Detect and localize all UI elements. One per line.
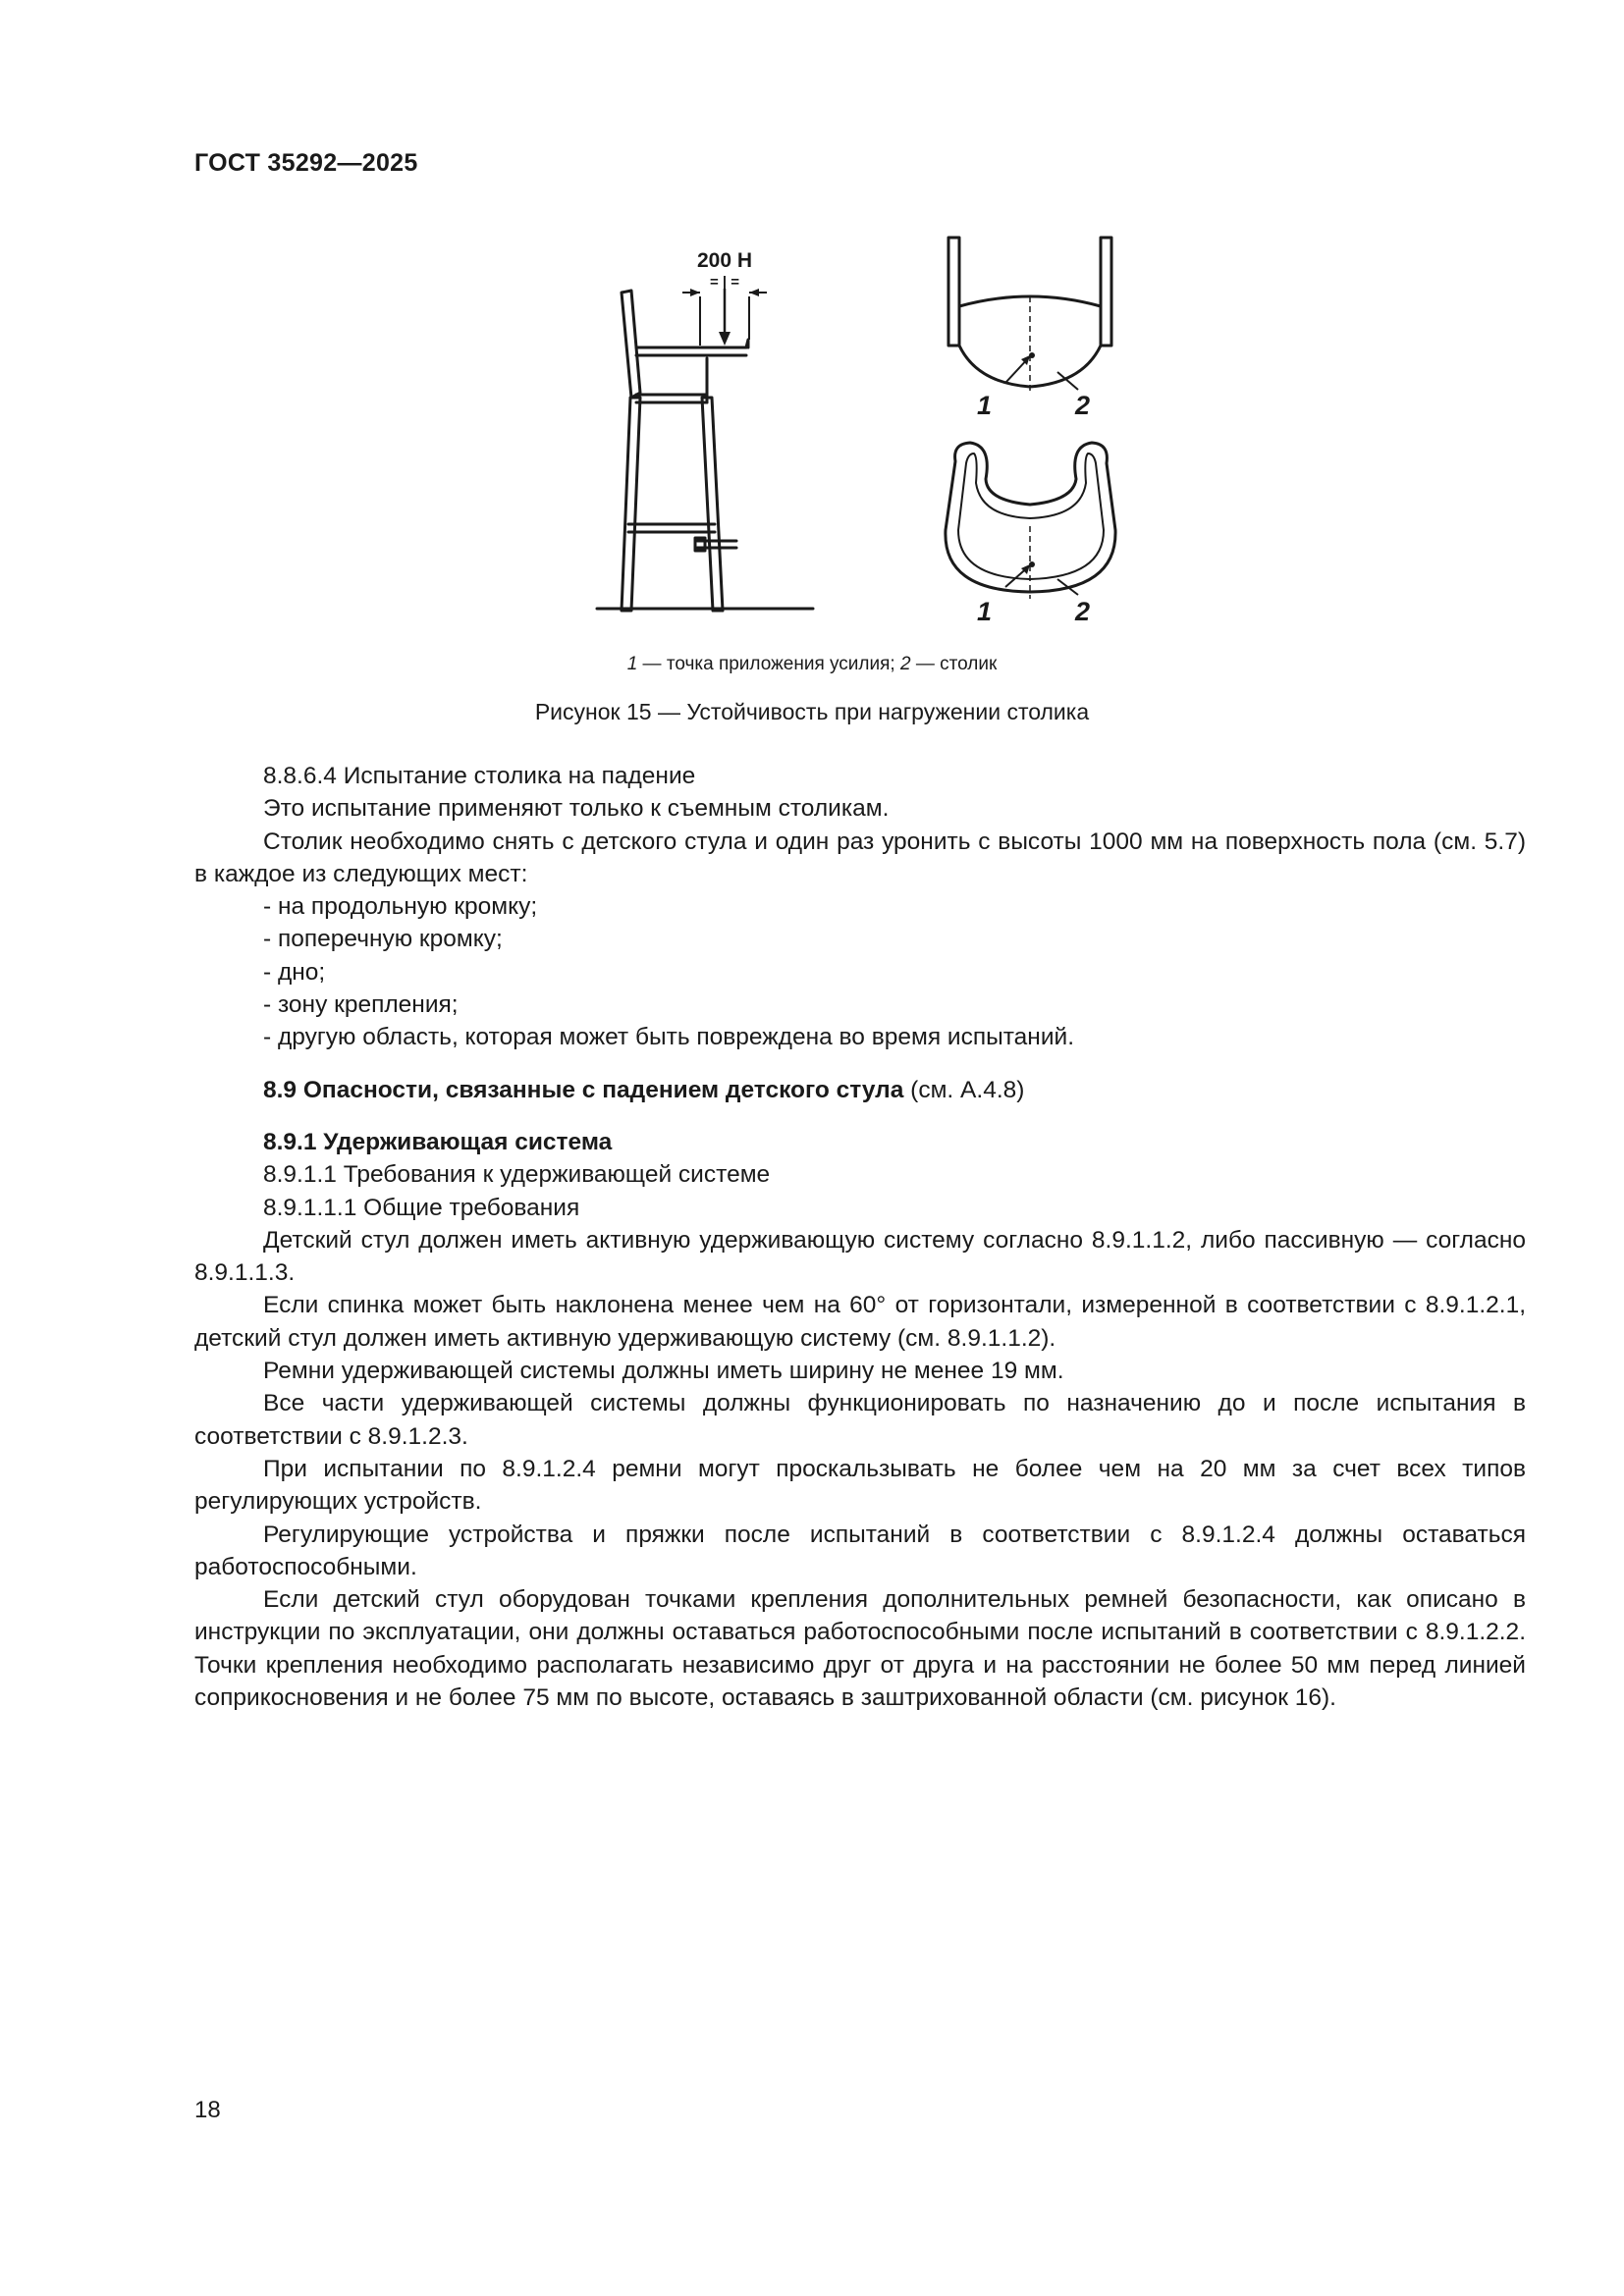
- force-label: 200 Н: [696, 249, 753, 272]
- tray-top-view-b: [946, 443, 1115, 599]
- figure-legend: [0, 654, 1624, 675]
- list-item: - поперечную кромку;: [263, 926, 503, 953]
- paragraph: Ремни удерживающей системы должны иметь ширину не менее 19 мм.: [263, 1358, 1064, 1385]
- section-8-9-heading: [194, 1074, 1526, 1106]
- force-arrow: [682, 289, 767, 346]
- clause-8-8-6-4: 8.8.6.4 Испытание столика на падение: [263, 763, 696, 789]
- equal-mark: = | =: [709, 274, 740, 291]
- callout-1-bottom: 1: [977, 597, 993, 626]
- page-number: 18: [194, 2097, 221, 2123]
- paragraph: Все части удерживающей системы должны функционировать по назначению до и после испытания в соответствии с 8.9.1.2.3.: [194, 1390, 1526, 1450]
- figure-15-drawing: [589, 236, 1139, 628]
- list-item: - дно;: [263, 958, 326, 986]
- paragraph: Детский стул должен иметь активную удерживающую систему согласно 8.9.1.1.2, либо пассивную — согласно 8.9.1.1.3.: [194, 1226, 1526, 1287]
- legend-text-1: — точка приложения усилия;: [637, 654, 900, 674]
- paragraph: Столик необходимо снять с детского стула и один раз уронить с высоты 1000 мм на поверхность пола (см. 5.7) в каждое из следующих мест:: [194, 828, 1526, 887]
- section-8-9-title: 8.9 Опасности, связанные с падением детского стула: [263, 1076, 904, 1103]
- paragraph: При испытании по 8.9.1.2.4 ремни могут проскальзывать не более чем на 20 мм за счет всех типов регулирующих устройств.: [194, 1455, 1526, 1516]
- callout-2-top: 2: [1075, 391, 1091, 420]
- section-8-9-ref: (см. А.4.8): [903, 1076, 1025, 1103]
- legend-num-1: 1: [626, 654, 638, 674]
- legend-num-2: 2: [899, 654, 911, 674]
- load-point-b: [1029, 561, 1035, 567]
- list-item: - другую область, которая может быть повреждена во время испытаний.: [263, 1024, 1075, 1051]
- load-point: [1029, 352, 1035, 358]
- paragraph: Регулирующие устройства и пряжки после испытаний в соответствии с 8.9.1.2.4 должны оставаться работоспособными.: [194, 1521, 1526, 1580]
- paragraph: Если детский стул оборудован точками крепления дополнительных ремней безопасности, как описано в инструкции по эксплуатации, они должны оставаться работоспособными после испытаний в соответствии с 8.9.1.2.2. Точки крепления необходимо располагать независимо друг от друга и на расстоянии не более 50 мм перед линией соприкосновения и не более 75 мм по высоте, оставаясь в заштрихованной области (см. рисунок 16).: [194, 1586, 1526, 1712]
- paragraph: Это испытание применяют только к съемным столикам.: [263, 795, 890, 823]
- figure-caption: Рисунок 15 — Устойчивость при нагружении столика: [534, 699, 1090, 724]
- paragraph: Если спинка может быть наклонена менее чем на 60° от горизонтали, измеренной в соответствии с 8.9.1.2.1, детский стул должен иметь активную удерживающую систему (см. 8.9.1.1.2).: [194, 1292, 1526, 1352]
- high-chair-side-view: [597, 291, 813, 611]
- list-item: - на продольную кромку;: [263, 893, 538, 921]
- list-item: - зону крепления;: [263, 991, 459, 1019]
- callout-1-top: 1: [977, 391, 993, 420]
- section-8-9-1-heading: 8.9.1 Удерживающая система: [263, 1128, 613, 1155]
- clause-8-9-1-1-1: 8.9.1.1.1 Общие требования: [263, 1194, 580, 1221]
- body-text: [194, 760, 1526, 1714]
- callout-2-bottom: 2: [1075, 597, 1091, 626]
- figure-15: [589, 236, 1139, 628]
- tray-top-view-a: [948, 238, 1111, 393]
- document-header: ГОСТ 35292—2025: [194, 149, 418, 177]
- clause-8-9-1-1: 8.9.1.1 Требования к удерживающей системе: [263, 1161, 771, 1189]
- legend-text-2: — столик: [910, 654, 998, 674]
